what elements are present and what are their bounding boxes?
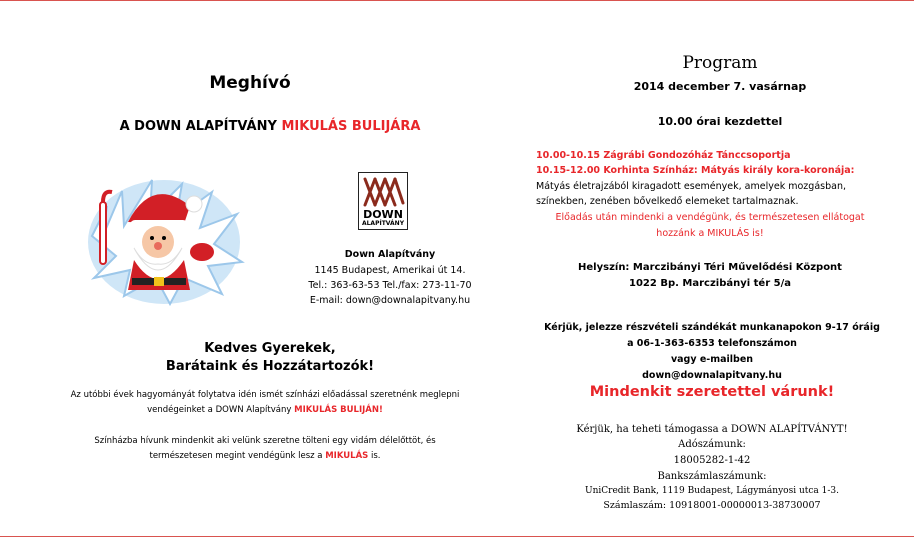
venue-label: Helyszín: <box>578 262 630 273</box>
account-number: Számlaszám: 10918001-00000013-38730007 <box>603 500 821 511</box>
org-phone: Tel.: 363-63-53 Tel./fax: 273-11-70 <box>308 280 472 291</box>
rsvp-line-3: vagy e-mailben <box>670 354 754 365</box>
program-item-2: 10.15-12.00 Korhinta Színház: Mátyás király kora-koronája: <box>536 165 855 176</box>
tax-number: 18005282-1-42 <box>673 455 751 466</box>
venue-line <box>530 262 890 273</box>
bottom-rule <box>0 536 914 537</box>
tax-label: Adószámunk: <box>678 439 746 450</box>
program-title: Program <box>682 53 758 73</box>
down-alapitvany-logo <box>358 172 408 230</box>
welcome-message: Mindenkit szeretettel várunk! <box>589 384 835 400</box>
santa-illustration <box>72 166 252 306</box>
program-item-1: 10.00-10.15 Zágrábi Gondozóház Tánccsoportja <box>536 150 791 161</box>
para2-line-2 <box>20 451 510 461</box>
subtitle-prefix: A DOWN ALAPÍTVÁNY <box>119 119 277 134</box>
left-title: Meghívó <box>209 73 291 93</box>
bank-name: UniCredit Bank, 1119 Budapest, Lágymányosi utca 1-3. <box>585 486 839 496</box>
logo-text-down: DOWN <box>363 208 403 221</box>
greeting-line-2: Barátaink és Hozzátartozók! <box>165 359 375 374</box>
org-email: E-mail: down@downalapitvany.hu <box>309 295 471 306</box>
para2-line2-prefix: természetesen megint vendégünk lesz a <box>149 451 323 461</box>
left-subtitle <box>80 119 460 134</box>
rsvp-line-2: a 06-1-363-6353 telefonszámon <box>627 338 797 349</box>
para1-line-1: Az utóbbi évek hagyományát folytatva idén ismét színházi előadással szeretnénk meglepni <box>70 390 460 400</box>
program-desc-1: Mátyás életrajzából kiragadott események, amelyek mozgásban, <box>536 181 846 192</box>
org-name: Down Alapítvány <box>344 249 436 260</box>
greeting-line-1: Kedves Gyerekek, <box>204 341 336 356</box>
para1-line2-highlight: MIKULÁS BULIJÁN! <box>294 405 383 415</box>
rsvp-line-1: Kérjük, jelezze részvételi szándékát munkanapokon 9-17 óráig <box>544 322 880 333</box>
para1-line-2 <box>20 405 510 415</box>
top-rule <box>0 0 914 1</box>
para2-line-1: Színházba hívunk mindenkit aki velünk szeretne tölteni egy vidám délelőttöt, és <box>94 436 436 446</box>
para2-line2-suffix: is. <box>370 451 381 461</box>
figures-logo-icon <box>359 175 407 209</box>
rsvp-email: down@downalapitvany.hu <box>642 370 782 381</box>
subtitle-highlight: MIKULÁS BULIJÁRA <box>281 119 421 134</box>
bank-label: Bankszámlaszámunk: <box>657 471 767 482</box>
venue-name: Marczibányi Téri Művelődési Központ <box>632 262 842 273</box>
org-address: 1145 Budapest, Amerikai út 14. <box>314 265 466 276</box>
support-line: Kérjük, ha teheti támogassa a DOWN ALAPÍTVÁNYT! <box>576 424 848 435</box>
para2-line2-highlight: MIKULÁS <box>325 451 369 461</box>
program-red-1: Előadás után mindenki a vendégünk, és természetesen ellátogat <box>555 212 865 223</box>
program-red-2: hozzánk a MIKULÁS is! <box>656 228 764 239</box>
program-desc-2: színekben, zenében bővelkedő elemeket tartalmaznak. <box>536 196 799 207</box>
logo-text-alapitvany: ALAPÍTVÁNY <box>361 220 405 227</box>
venue-address: 1022 Bp. Marczibányi tér 5/a <box>629 278 791 289</box>
program-date: 2014 december 7. vasárnap <box>633 80 807 93</box>
program-start: 10.00 órai kezdettel <box>657 115 783 128</box>
para1-line2-prefix: vendégeinket a DOWN Alapítvány <box>147 405 292 415</box>
